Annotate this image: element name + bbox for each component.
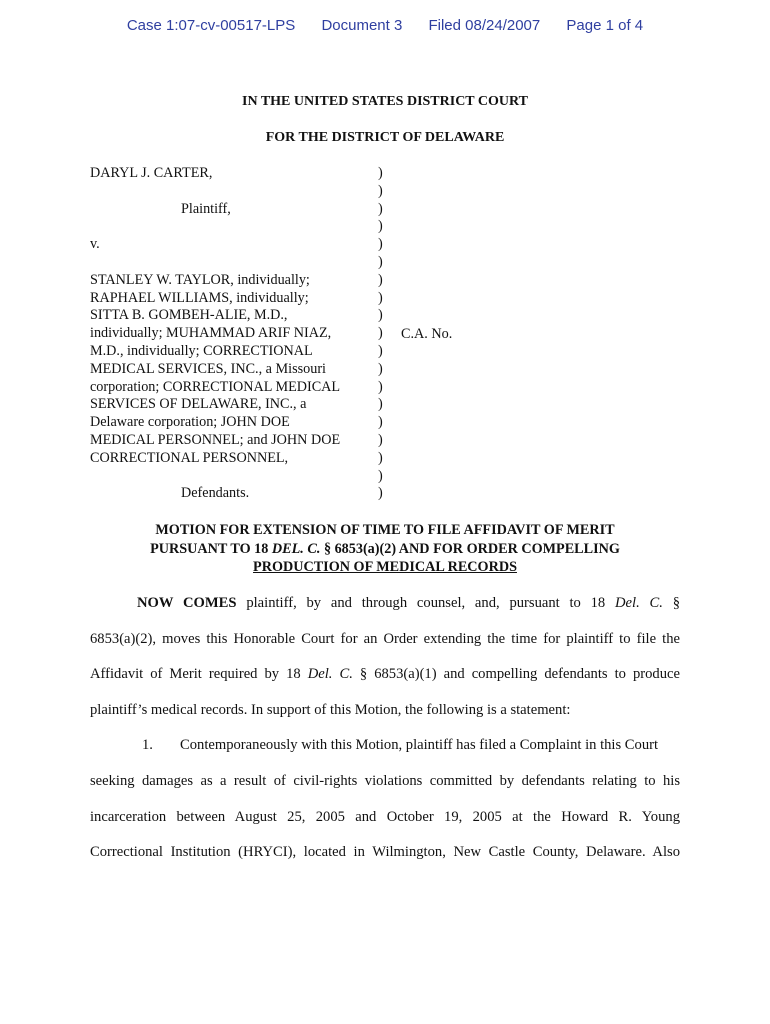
plaintiff-name: DARYL J. CARTER, (90, 165, 213, 181)
paren: ) (378, 236, 383, 253)
paren: ) (378, 414, 383, 431)
body-line: Affidavit of Merit required by 18 Del. C. § 6853(a)(1) and compelling defendants to produce (90, 666, 680, 683)
defendant-line: M.D., individually; CORRECTIONAL (90, 342, 313, 359)
motion-body (90, 594, 680, 879)
page-indicator: Page 1 of 4 (566, 17, 644, 34)
body-line: incarceration between August 25, 2005 and October 19, 2005 at the Howard R. Young (90, 808, 680, 825)
defendant-line: Delaware corporation; JOHN DOE (90, 414, 290, 431)
body-line: seeking damages as a result of civil-rights violations committed by defendants relating to his (90, 772, 680, 789)
filed-date: Filed 08/24/2007 (428, 17, 541, 34)
defendant-line: SERVICES OF DELAWARE, INC., a (90, 396, 307, 413)
case-number-label: C.A. No. (401, 326, 453, 342)
defendant-line: STANLEY W. TAYLOR, individually; (90, 271, 310, 288)
paren: ) (378, 485, 383, 502)
body-line: NOW COMES plaintiff, by and through counsel, and, pursuant to 18 Del. C. § (137, 595, 680, 611)
paren: ) (378, 253, 383, 270)
paragraph-1-first-line: 1. Contemporaneously with this Motion, plaintiff has filed a Complaint in this Court (142, 737, 659, 754)
motion-title-line-2: PURSUANT TO 18 DEL. C. § 6853(a)(2) AND FOR ORDER COMPELLING (150, 540, 620, 557)
caption-parties (90, 165, 375, 503)
filing-header (0, 17, 770, 34)
court-district: FOR THE DISTRICT OF DELAWARE (265, 130, 505, 145)
paren: ) (378, 218, 383, 235)
paren: ) (378, 325, 383, 342)
defendants-label: Defendants. (181, 485, 250, 502)
plaintiff-label: Plaintiff, (181, 200, 231, 217)
defendant-line: RAPHAEL WILLIAMS, individually; (90, 289, 309, 306)
paragraph-number: 1. (142, 737, 153, 754)
defendant-line: corporation; CORRECTIONAL MEDICAL (90, 378, 341, 395)
paren: ) (378, 449, 383, 466)
caption-parentheses (378, 165, 383, 503)
paren: ) (378, 378, 383, 395)
paren: ) (378, 271, 383, 288)
defendant-line: SITTA B. GOMBEH-ALIE, M.D., (90, 307, 288, 324)
paren: ) (378, 307, 383, 324)
motion-title (0, 521, 770, 577)
paren: ) (378, 289, 383, 306)
defendant-line: MEDICAL PERSONNEL; and JOHN DOE (90, 431, 341, 448)
defendant-line: individually; MUHAMMAD ARIF NIAZ, (90, 325, 332, 342)
paren: ) (378, 360, 383, 377)
motion-title-line-3: PRODUCTION OF MEDICAL RECORDS (253, 559, 517, 575)
defendant-line: CORRECTIONAL PERSONNEL, (90, 449, 289, 466)
motion-title-line-1: MOTION FOR EXTENSION OF TIME TO FILE AFFIDAVIT OF MERIT (155, 522, 615, 538)
paren: ) (378, 396, 383, 413)
versus: v. (90, 236, 100, 253)
body-line: 6853(a)(2), moves this Honorable Court for an Order extending the time for plaintiff to file the (90, 630, 680, 647)
court-title: IN THE UNITED STATES DISTRICT COURT (242, 94, 528, 109)
defendant-line: MEDICAL SERVICES, INC., a Missouri (90, 360, 326, 377)
paren: ) (378, 467, 383, 484)
body-line: Correctional Institution (HRYCI), located in Wilmington, New Castle County, Delaware. Also (90, 844, 680, 861)
paren: ) (378, 342, 383, 359)
body-line: plaintiff’s medical records. In support of this Motion, the following is a statement: (90, 701, 571, 718)
paren: ) (378, 182, 383, 199)
paren: ) (378, 431, 383, 448)
document-number: Document 3 (321, 17, 403, 34)
paren: ) (378, 200, 383, 217)
case-number: Case 1:07-cv-00517-LPS (126, 17, 296, 34)
paren: ) (378, 165, 383, 181)
